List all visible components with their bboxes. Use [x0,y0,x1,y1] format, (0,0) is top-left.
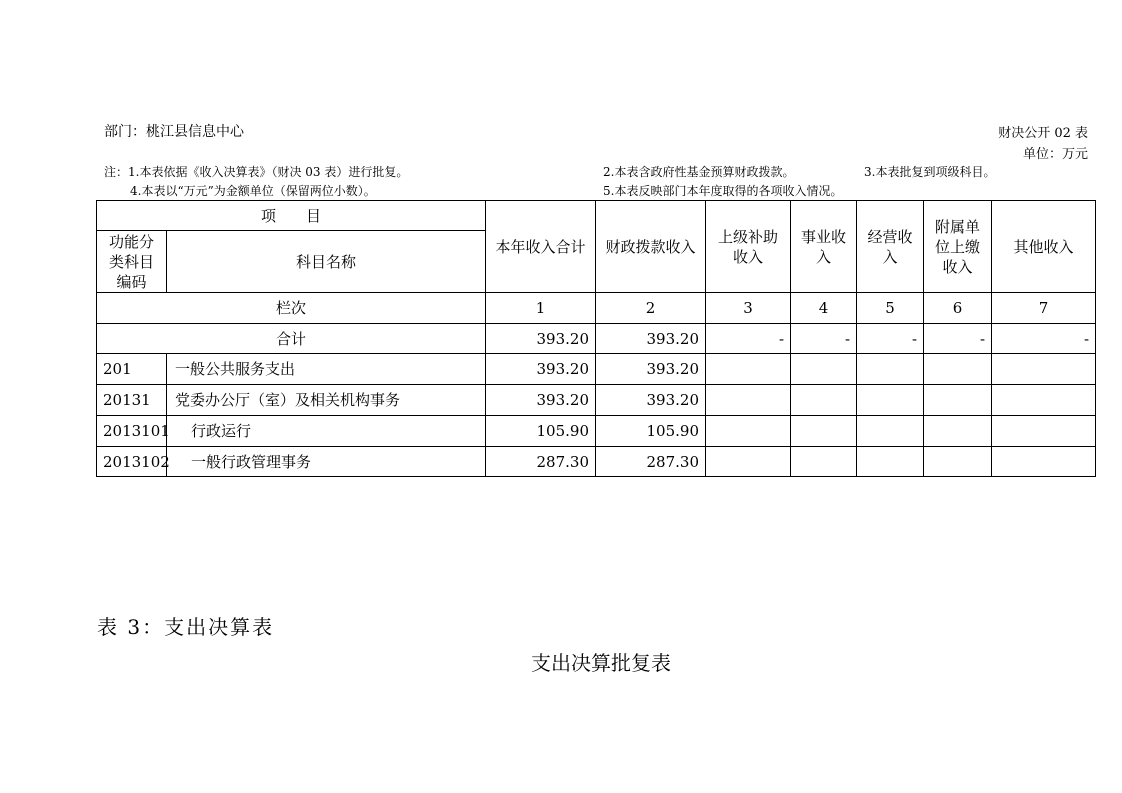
fiscal-header: 财政拨款收入 [596,201,706,293]
total-cell-3: - [706,324,791,354]
row-empty [791,447,857,477]
row-empty [857,416,924,447]
row-empty [857,447,924,477]
note-1: 注：1.本表依据《收入决算表》（财决 03 表）进行批复。 [104,165,409,179]
row-empty [992,385,1096,416]
note-4: 4.本表以“万元”为金额单位（保留两位小数）。 [130,184,376,198]
section-heading: 表 3：支出决算表 [97,615,275,639]
header-row-1 [97,201,1096,231]
affiliated-header: 附属单位上缴收入 [924,201,992,293]
row-total: 393.20 [486,385,596,416]
row-name: 行政运行 [167,416,486,447]
row-empty [924,385,992,416]
total-income-header: 本年收入合计 [486,201,596,293]
row-total: 105.90 [486,416,596,447]
note-5: 5.本表反映部门本年度取得的各项收入情况。 [603,184,843,198]
unit-label: 单位：万元 [1022,147,1088,162]
row-empty [924,416,992,447]
row-code: 201 [97,354,167,385]
subject-name-header: 科目名称 [167,231,486,293]
total-row [97,324,1096,354]
row-name: 一般公共服务支出 [167,354,486,385]
row-name: 党委办公厅（室）及相关机构事务 [167,385,486,416]
total-cell-6: - [924,324,992,354]
row-empty [706,416,791,447]
column-index-4: 4 [791,293,857,324]
other-header: 其他收入 [992,201,1096,293]
superior-header: 上级补助收入 [706,201,791,293]
row-empty [857,354,924,385]
row-empty [706,447,791,477]
item-header: 项 目 [97,201,486,231]
column-index-1: 1 [486,293,596,324]
column-index-row [97,293,1096,324]
income-approval-table [96,200,1096,477]
table-row [97,447,1096,477]
row-fiscal: 393.20 [596,385,706,416]
row-empty [791,416,857,447]
row-empty [791,385,857,416]
column-index-2: 2 [596,293,706,324]
row-code: 20131 [97,385,167,416]
note-2: 2.本表含政府性基金预算财政拨款。 [603,165,795,179]
total-cell-1: 393.20 [486,324,596,354]
row-total: 393.20 [486,354,596,385]
department-label: 部门：桃江县信息中心 [104,124,244,140]
column-index-label: 栏次 [97,293,486,324]
operating-header: 经营收入 [857,201,924,293]
business-header: 事业收入 [791,201,857,293]
table-row [97,416,1096,447]
total-cell-5: - [857,324,924,354]
form-code: 财决公开 02 表 [998,126,1088,141]
row-code: 2013101 [97,416,167,447]
row-empty [992,447,1096,477]
row-fiscal: 105.90 [596,416,706,447]
row-empty [706,385,791,416]
row-empty [857,385,924,416]
row-name: 一般行政管理事务 [167,447,486,477]
row-empty [992,354,1096,385]
note-3: 3.本表批复到项级科目。 [864,165,996,179]
row-empty [924,354,992,385]
column-index-3: 3 [706,293,791,324]
table-row [97,385,1096,416]
column-index-6: 6 [924,293,992,324]
row-fiscal: 287.30 [596,447,706,477]
total-label: 合计 [97,324,486,354]
total-cell-2: 393.20 [596,324,706,354]
row-empty [924,447,992,477]
row-empty [992,416,1096,447]
total-cell-4: - [791,324,857,354]
total-cell-7: - [992,324,1096,354]
column-index-7: 7 [992,293,1096,324]
row-fiscal: 393.20 [596,354,706,385]
column-index-5: 5 [857,293,924,324]
row-code: 2013102 [97,447,167,477]
row-empty [706,354,791,385]
row-empty [791,354,857,385]
func-code-header: 功能分类科目编码 [97,231,167,293]
row-total: 287.30 [486,447,596,477]
table-title: 支出决算批复表 [531,651,671,675]
table-row [97,354,1096,385]
